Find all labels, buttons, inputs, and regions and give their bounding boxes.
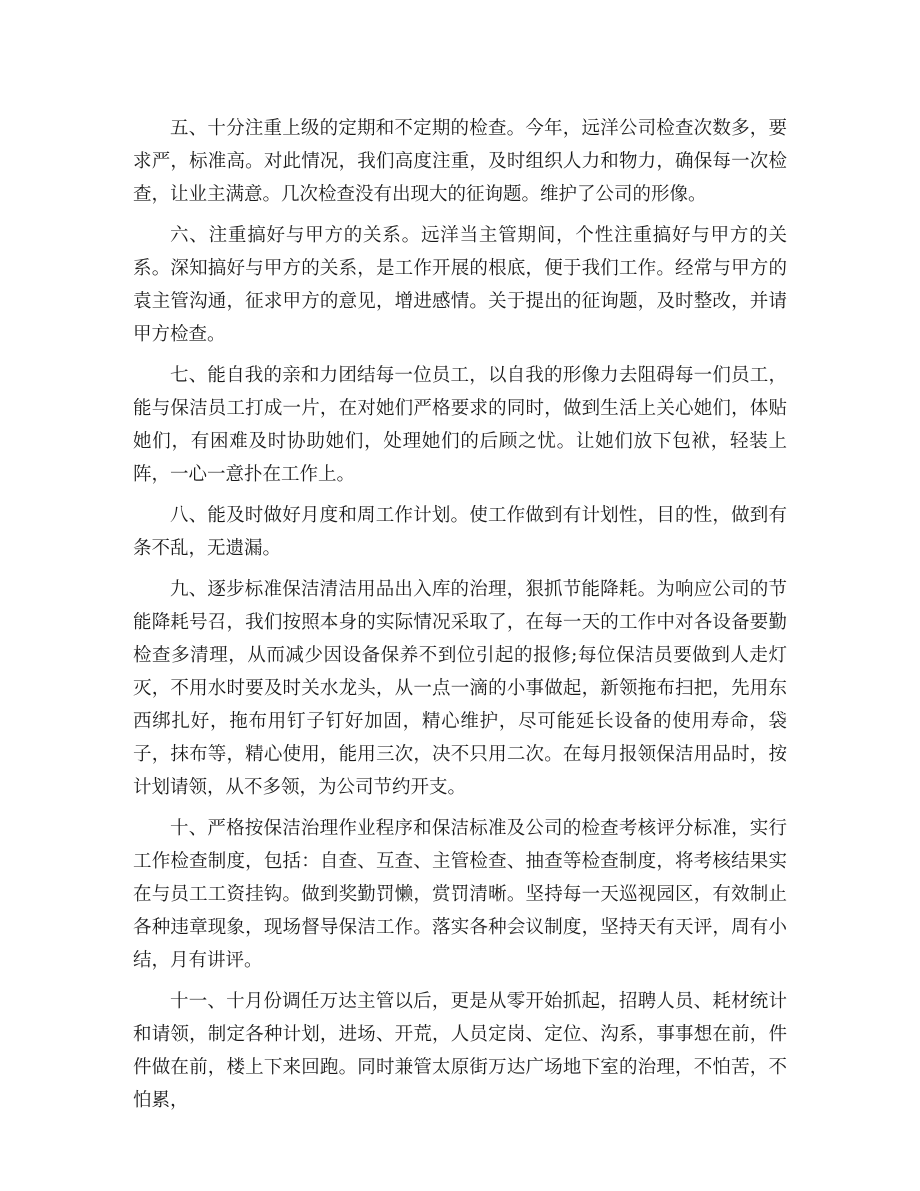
paragraph-9: 九、逐步标准保洁清洁用品出入库的治理，狠抓节能降耗。为响应公司的节能降耗号召，我们按照本身的实际情况采取了，在每一天的工作中对各设备要勤检查多清理，从而减少因设备保养不到位引起的报修;每位保洁员要做到人走灯灭，不用水时要及时关水龙头，从一点一滴的小事做起，新领拖布扫把，先用东西绑扎好，拖布用钉子钉好加固，精心维护，尽可能延长设备的使用寿命，袋子，抹布等，精心使用，能用三次，决不只用二次。在每月报领保洁用品时，按计划请领，从不多领，为公司节约开支。 — [133, 579, 787, 798]
paragraph-8: 八、能及时做好月度和周工作计划。使工作做到有计划性，目的性，做到有条不乱，无遗漏。 — [133, 505, 787, 559]
document-body — [133, 112, 787, 1125]
paragraph-10: 十、严格按保洁治理作业程序和保洁标准及公司的检查考核评分标准，实行工作检查制度，包括：自查、互查、主管检查、抽查等检查制度，将考核结果实在与员工工资挂钩。做到奖勤罚懒，赏罚清晰。坚持每一天巡视园区，有效制止各种违章现象，现场督导保洁工作。落实各种会议制度，坚持天有天评，周有小结，月有讲评。 — [133, 818, 787, 971]
paragraph-7: 七、能自我的亲和力团结每一位员工，以自我的形像力去阻碍每一们员工，能与保洁员工打成一片，在对她们严格要求的同时，做到生活上关心她们，体贴她们，有困难及时协助她们，处理她们的后顾之忧。让她们放下包袱，轻装上阵，一心一意扑在工作上。 — [133, 365, 787, 485]
paragraph-6: 六、注重搞好与甲方的关系。远洋当主管期间，个性注重搞好与甲方的关系。深知搞好与甲方的关系，是工作开展的根底，便于我们工作。经常与甲方的袁主管沟通，征求甲方的意见，增进感情。关于提出的征询题，及时整改，并请甲方检查。 — [133, 225, 787, 345]
paragraph-11: 十一、十月份调任万达主管以后，更是从零开始抓起，招聘人员、耗材统计和请领，制定各种计划，进场、开荒，人员定岗、定位、沟系，事事想在前，件件做在前，楼上下来回跑。同时兼管太原街万达广场地下室的治理，不怕苦，不怕累， — [133, 991, 787, 1111]
paragraph-5: 五、十分注重上级的定期和不定期的检查。今年，远洋公司检查次数多，要求严，标准高。对此情况，我们高度注重，及时组织人力和物力，确保每一次检查，让业主满意。几次检查没有出现大的征询题。维护了公司的形像。 — [133, 118, 787, 205]
